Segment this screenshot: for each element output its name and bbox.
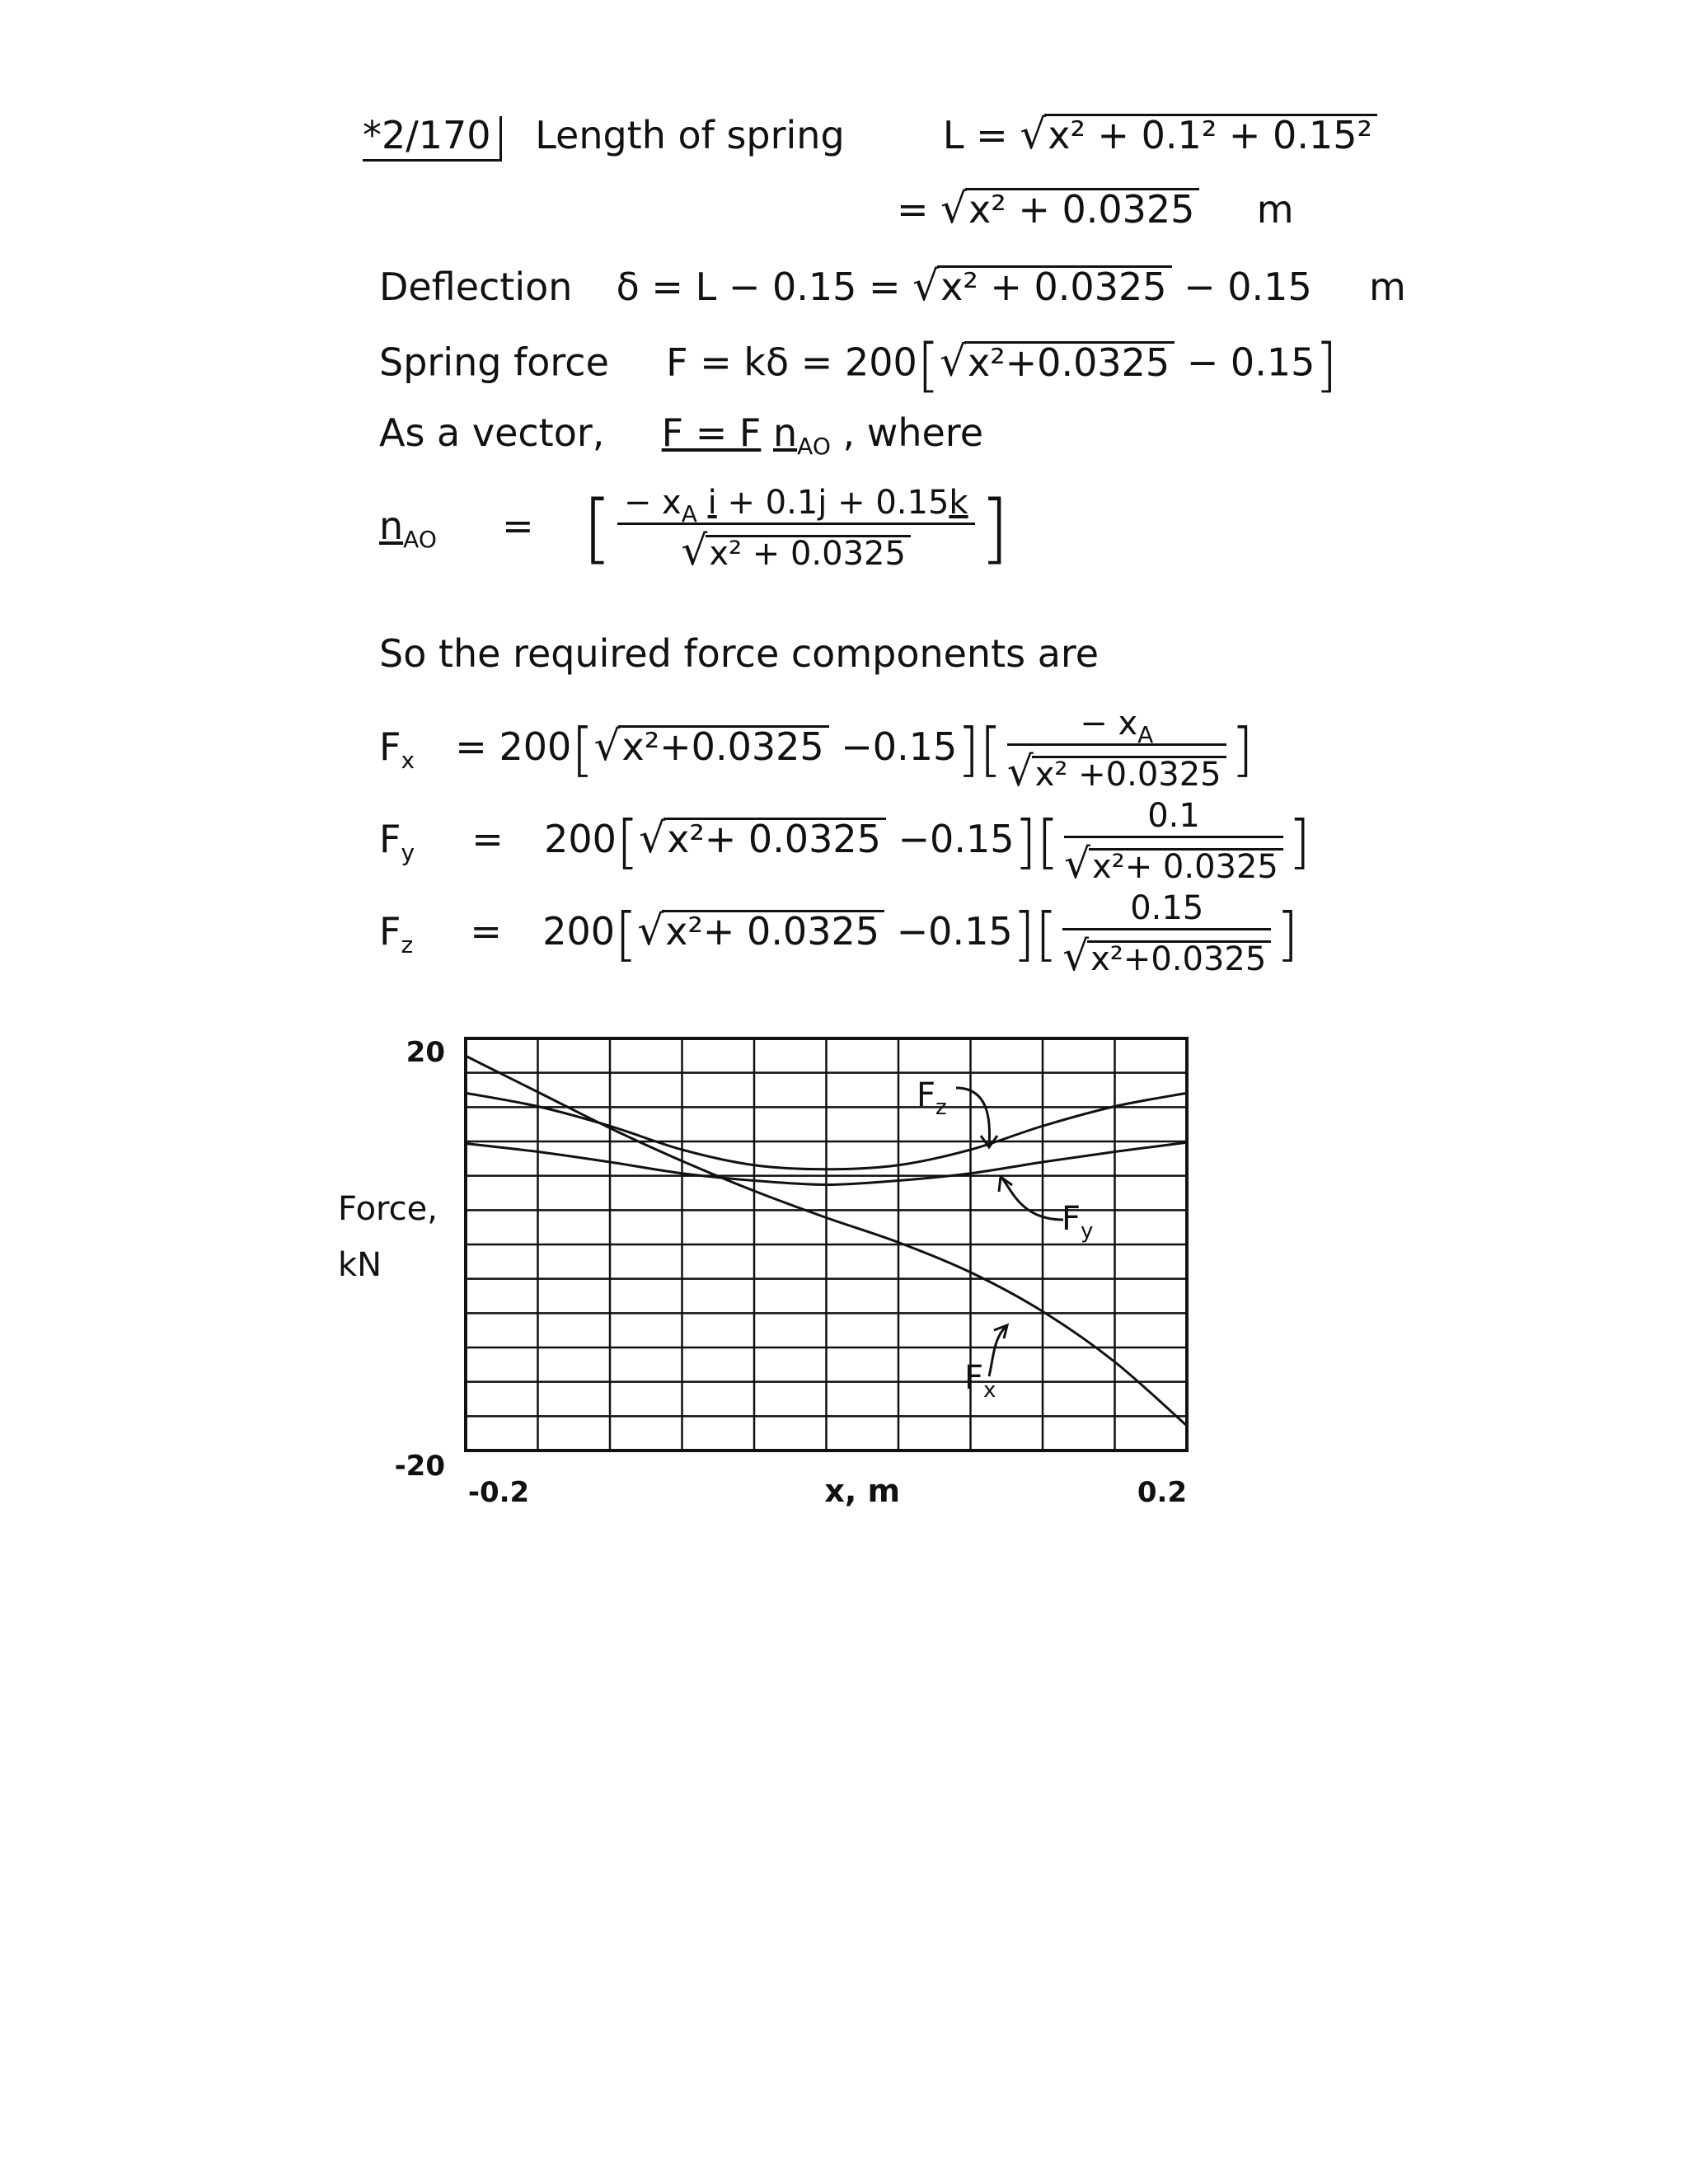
sqrt-sign: √ — [637, 907, 664, 954]
comp-sub: z — [401, 931, 414, 958]
comp-den — [1062, 930, 1271, 980]
bracket-close: ] — [979, 484, 1010, 573]
deflection-radicand: x² + 0.0325 — [937, 265, 1171, 306]
comp-radicand: x²+0.0325 — [618, 725, 828, 766]
comp-name: F — [379, 817, 401, 861]
comp-minus: −0.15 — [898, 817, 1015, 861]
comp-fraction — [1006, 705, 1226, 795]
comp-fraction — [1062, 889, 1271, 980]
component-fz — [379, 889, 1299, 980]
intro-text: Length of spring — [535, 113, 845, 157]
series-arrow-fz — [956, 1088, 997, 1147]
unit-j: j — [818, 484, 828, 522]
length-radicand: x² + 0.1² + 0.15² — [1044, 114, 1377, 154]
bracket-close: ] — [1276, 900, 1299, 968]
sqrt-sign: √ — [1064, 840, 1090, 888]
nao-den-radicand: x² + 0.0325 — [706, 535, 911, 570]
unit-k: k — [949, 484, 968, 522]
comp-eq: = — [470, 909, 502, 954]
x-tick-label-right: 0.2 — [1137, 1476, 1188, 1509]
nao-n: n — [379, 504, 404, 548]
x-axis-label: x, m — [824, 1473, 901, 1509]
chart-grid — [466, 1038, 1187, 1451]
comp-num — [1064, 799, 1283, 838]
series-label-fy: $F_y$ — [1062, 1200, 1094, 1244]
deflection-rhs: − 0.15 — [1184, 265, 1312, 309]
spring-force-rhs: − 0.15 — [1186, 340, 1315, 385]
comp-eq: = — [471, 817, 504, 861]
component-fx — [379, 705, 1254, 795]
sqrt-sign: √ — [639, 814, 666, 862]
nao-eq: = — [502, 504, 534, 548]
sqrt-sign: √ — [940, 337, 966, 386]
vector-n: n — [773, 410, 798, 455]
comp-num-text: − x — [1080, 705, 1138, 743]
bracket-open: [ — [582, 484, 612, 573]
comp-den-radicand: x²+ 0.0325 — [1089, 848, 1283, 883]
length-unit: m — [1256, 187, 1294, 232]
bracket-close: ] — [1012, 900, 1035, 968]
comp-den-radicand: x²+0.0325 — [1087, 940, 1271, 976]
bracket-open: [ — [615, 900, 638, 968]
vector-line — [379, 410, 984, 460]
comp-den — [1064, 838, 1283, 888]
nao-fraction — [617, 484, 975, 574]
nao-line — [379, 484, 1010, 574]
vector-where: , where — [842, 410, 984, 455]
comp-num — [1062, 889, 1271, 930]
series-label-fx: $F_x$ — [964, 1359, 996, 1403]
problem-number: *2/170 — [363, 116, 502, 162]
y-tick-label-top: 20 — [406, 1036, 445, 1069]
sqrt-sign: √ — [912, 262, 940, 310]
comp-eq: = — [455, 724, 487, 769]
comp-den — [1006, 746, 1226, 795]
comp-minus: −0.15 — [896, 909, 1013, 954]
vector-n-sub: AO — [797, 433, 831, 460]
comp-sub: x — [401, 747, 415, 774]
nao-num-mid2: + 0.15 — [837, 484, 950, 522]
sqrt-sign: √ — [1006, 748, 1034, 795]
comp-name: F — [379, 909, 401, 954]
nao-num-sub: A — [681, 500, 697, 527]
comp-sub: y — [401, 839, 415, 866]
series-arrow-fx — [989, 1325, 1007, 1376]
comp-coef: 200 — [544, 817, 617, 861]
y-axis-label-line1: Force, — [338, 1190, 438, 1228]
bracket-open: [ — [917, 331, 940, 399]
deflection-label: Deflection — [379, 265, 573, 309]
vector-label: As a vector, — [379, 410, 605, 455]
sqrt-sign: √ — [681, 527, 708, 574]
y-axis-label-line2: kN — [338, 1246, 382, 1284]
x-tick-label-left: -0.2 — [467, 1476, 530, 1509]
bracket-close: ] — [1014, 808, 1037, 876]
deflection-lhs: δ = L − 0.15 = — [616, 265, 901, 309]
comp-coef: 200 — [499, 724, 572, 769]
comp-coef: 200 — [542, 909, 616, 954]
comp-radicand: x²+ 0.0325 — [663, 818, 886, 858]
vector-eq: F = F — [661, 410, 762, 455]
series-label-fz: $F_z$ — [917, 1076, 947, 1120]
y-tick-label-bottom: -20 — [394, 1450, 445, 1483]
bracket-open: [ — [1034, 900, 1058, 968]
nao-denominator — [617, 525, 975, 574]
header-line — [363, 110, 1377, 162]
bracket-open: [ — [571, 715, 594, 784]
sqrt-sign: √ — [593, 722, 621, 770]
component-fy — [379, 797, 1311, 888]
unit-i: i — [707, 484, 717, 522]
force-chart — [321, 1014, 1253, 1541]
nao-numerator — [617, 486, 975, 525]
comp-name: F — [379, 724, 401, 769]
comp-fraction — [1064, 797, 1283, 888]
bracket-open: [ — [1036, 808, 1060, 876]
sqrt-sign: √ — [1020, 110, 1047, 158]
bracket-close: ] — [1315, 331, 1338, 399]
comp-num-sub: A — [1137, 721, 1154, 748]
comp-radicand: x²+ 0.0325 — [662, 910, 884, 950]
components-intro: So the required force components are — [379, 631, 1100, 676]
bracket-open: [ — [979, 715, 1002, 784]
bracket-close: ] — [957, 715, 980, 784]
length-eq2: = — [897, 187, 929, 232]
deflection-line — [379, 262, 1406, 310]
comp-num — [1007, 707, 1226, 746]
nao-num-mid: + 0.1 — [727, 484, 818, 522]
nao-num-x: − x — [623, 484, 682, 522]
sqrt-sign: √ — [1062, 932, 1090, 980]
spring-force-radicand: x²+0.0325 — [964, 341, 1175, 382]
deflection-unit: m — [1368, 265, 1406, 309]
bracket-open: [ — [616, 808, 640, 876]
length-lhs: L = — [942, 113, 1008, 157]
length-radicand-2: x² + 0.0325 — [965, 188, 1199, 228]
sqrt-sign: √ — [940, 185, 968, 232]
comp-den-radicand: x² +0.0325 — [1032, 756, 1226, 791]
nao-sub: AO — [403, 526, 437, 553]
spring-force-line — [379, 331, 1338, 399]
bracket-close: ] — [1287, 808, 1311, 876]
length-line-2 — [897, 185, 1294, 232]
series-arrow-fy — [999, 1177, 1063, 1220]
spring-force-lhs: F = kδ = 200 — [666, 340, 917, 385]
comp-num-text: 0.1 — [1147, 797, 1200, 835]
spring-force-label: Spring force — [379, 340, 609, 385]
bracket-close: ] — [1231, 715, 1254, 784]
force-chart-svg — [321, 1014, 1253, 1541]
comp-minus: −0.15 — [841, 724, 958, 769]
comp-num-text: 0.15 — [1130, 889, 1204, 927]
